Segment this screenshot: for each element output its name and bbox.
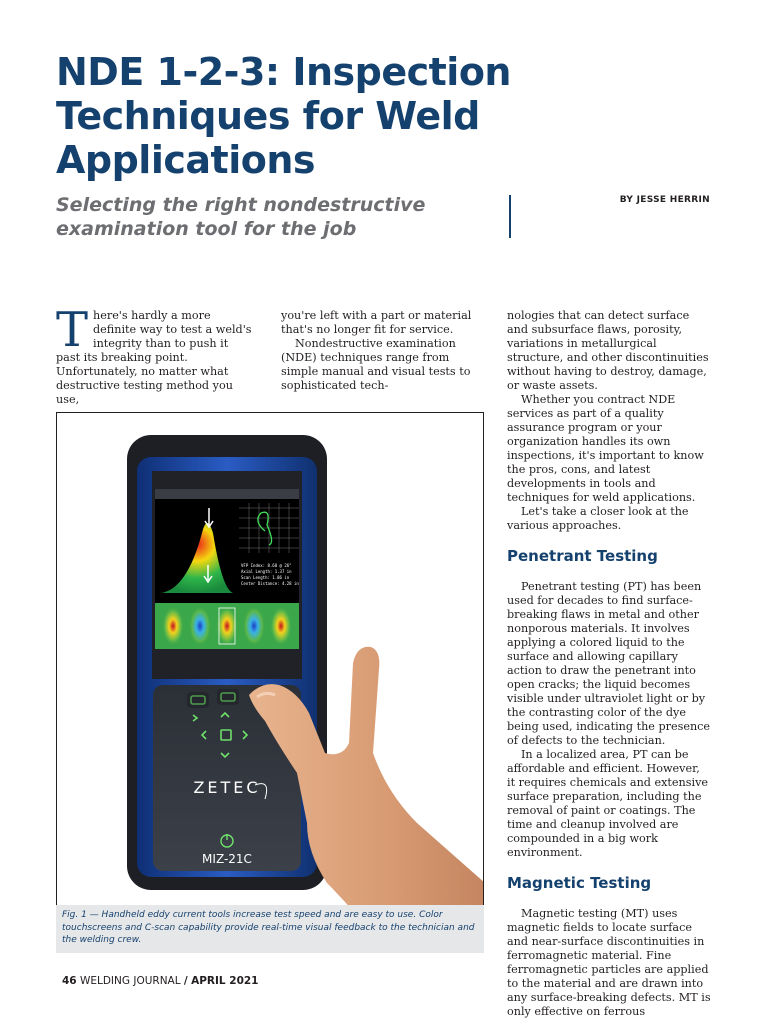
device-photo xyxy=(57,413,484,953)
paragraph: nologies that can detect surface and subsurface flaws, porosity, variations in metallurgical structure, and other discontinuities without having to destroy, damage, or waste assets. xyxy=(507,309,709,392)
section-heading-penetrant: Penetrant Testing xyxy=(507,547,658,565)
paragraph: you're left with a part or material that's no longer fit for service. xyxy=(281,309,472,336)
journal-name: WELDING JOURNAL xyxy=(79,975,181,987)
paragraph: Magnetic testing (MT) uses magnetic fields to locate surface and near-surface discontinuities in ferromagnetic material. Fine ferromagnetic particles are applied to the material and are drawn into any surface-breaking defects. MT is only effective on ferrous xyxy=(507,907,711,1018)
article-title: NDE 1-2-3: Inspection Techniques for Weld Applications xyxy=(56,50,511,182)
device-brand-logo: ZETEC xyxy=(193,778,261,797)
page-number: 46 xyxy=(62,975,77,987)
byline: BY JESSE HERRIN xyxy=(619,195,710,205)
c-scan-indication-blue xyxy=(243,606,265,646)
paragraph: In a localized area, PT can be affordable and efficient. However, it requires chemicals and extensive surface preparation, including the removal of paint or coatings. The time and cleanup involved are compounded in a big work environment. xyxy=(507,748,709,859)
body-column-2 xyxy=(281,309,481,393)
paragraph: Whether you contract NDE services as part of a quality assurance program or your organization handles its own inspections, it's important to know the pros, cons, and latest developments in tools and techniques for weld applications. xyxy=(507,393,704,504)
c-scan-indication-red xyxy=(162,606,184,646)
paragraph: Let's take a closer look at the various approaches. xyxy=(507,505,689,532)
footer-separator: / xyxy=(183,975,188,987)
figure-caption: Fig. 1 — Handheld eddy current tools increase test speed and are easy to use. Color touchscreens and C-scan capability provide real-time visual feedback to the technician and the welding crew. xyxy=(56,905,484,953)
subtitle-divider xyxy=(509,195,511,238)
paragraph: Nondestructive examination (NDE) techniques range from simple manual and visual tests to sophisticated tech- xyxy=(281,337,471,392)
body-column-1 xyxy=(56,302,252,407)
paragraph: Penetrant testing (PT) has been used for decades to find surface-breaking flaws in metal and other nonporous materials. It involves applying a colored liquid to the surface and allowing capillary action to draw the penetrant into open cracks; the liquid becomes visible under ultraviolet light or by the contrasting color of the dye being used, indicating the presence of defects to the technician. xyxy=(507,580,711,747)
figure-1 xyxy=(56,412,484,953)
readout-line: Center Distance: 4.28 in xyxy=(241,581,299,586)
device-model-label: MIZ-21C xyxy=(202,852,252,866)
article-subtitle: Selecting the right nondestructive examination tool for the job xyxy=(56,194,426,240)
issue-date: APRIL 2021 xyxy=(191,975,259,987)
c-scan-indication-red xyxy=(270,606,292,646)
body-column-3 xyxy=(507,309,711,1019)
c-scan-indication-blue xyxy=(189,606,211,646)
section-heading-magnetic: Magnetic Testing xyxy=(507,874,652,892)
readout-line: Scan Length: 1.86 in xyxy=(241,575,290,580)
drop-cap: T xyxy=(56,302,89,358)
page-footer xyxy=(62,975,259,987)
screen-toolbar xyxy=(155,489,299,499)
readout-line: Axial Length: 1.37 in xyxy=(241,569,292,574)
readout-line: VFP Index: 8.68 @ 26° xyxy=(241,563,292,568)
paragraph: here's hardly a more definite way to test a weld's integrity than to push it past its breaking point. Unfortunately, no matter what destructive testing method you use, xyxy=(56,309,252,406)
